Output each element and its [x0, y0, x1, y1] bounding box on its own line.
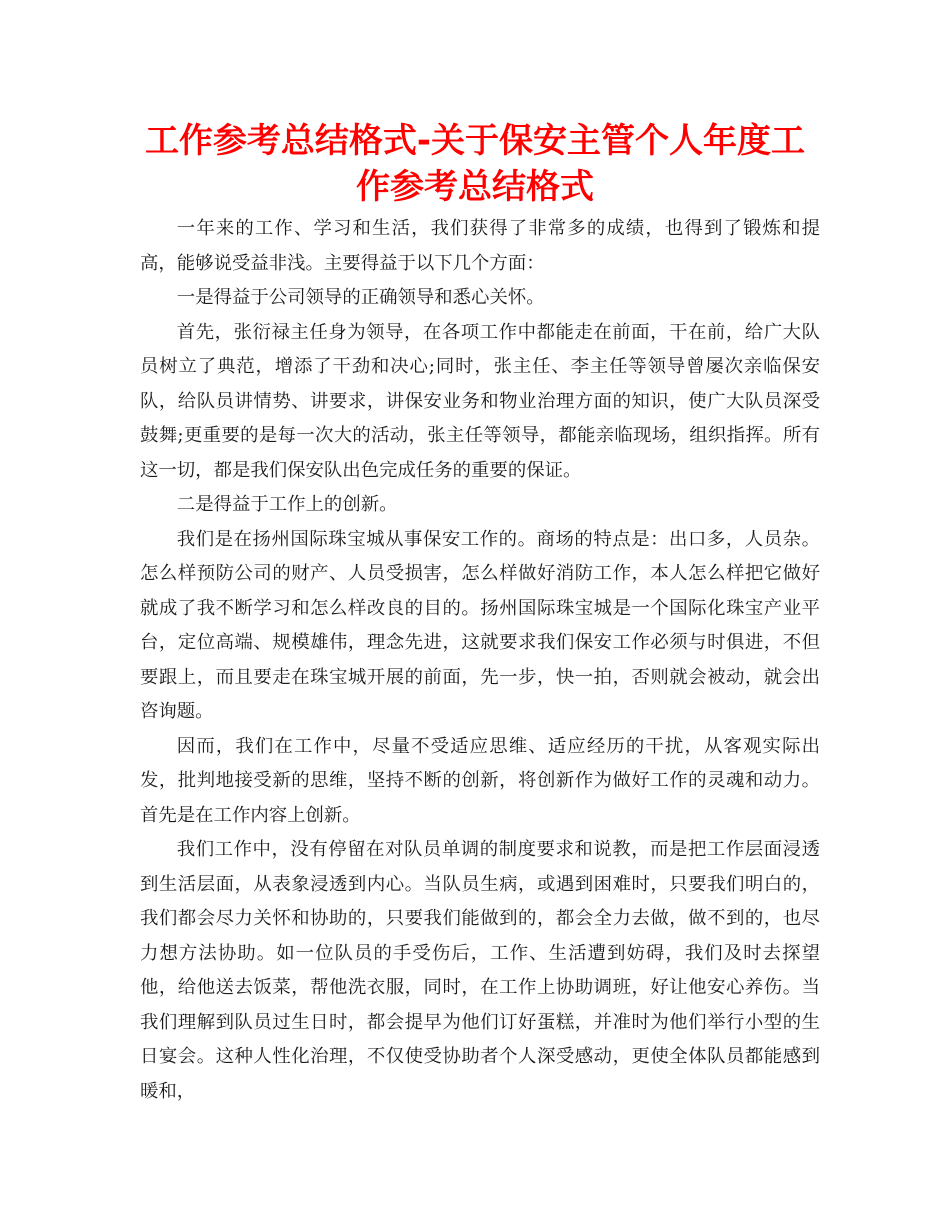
document-title: 工作参考总结格式-关于保安主管个人年度工作参考总结格式: [144, 121, 806, 207]
document-body: [140, 212, 820, 1109]
paragraph: 一是得益于公司领导的正确领导和悉心关怀。: [176, 287, 545, 308]
paragraph: 我们工作中，没有停留在对队员单调的制度要求和说教，而是把工作层面浸透到生活层面，从表象浸透到内心。当队员生病，或遇到困难时，只要我们明白的，我们都会尽力关怀和协助的，只要我们能做到的，都会全力去做，做不到的，也尽力想方法协助。如一位队员的手受伤后，工作、生活遭到妨碍，我们及时去探望他，给他送去饭菜，帮他洗衣服，同时，在工作上协助调班，好让他安心养伤。当我们理解到队员过生日时，都会提早为他们订好蛋糕，并准时为他们举行小型的生日宴会。这种人性化治理，不仅使受协助者个人深受感动，更使全体队员都能感到暖和，: [140, 839, 820, 1102]
paragraph: 一年来的工作、学习和生活，我们获得了非常多的成绩，也得到了锻炼和提高，能够说受益非浅。主要得益于以下几个方面：: [140, 218, 820, 274]
paragraph: 二是得益于工作上的创新。: [176, 494, 398, 515]
paragraph: 首先，张衍禄主任身为领导，在各项工作中都能走在前面，干在前，给广大队员树立了典范，增添了干劲和决心;同时，张主任、李主任等领导曾屡次亲临保安队，给队员讲情势、讲要求，讲保安业务和物业治理方面的知识，使广大队员深受鼓舞;更重要的是每一次大的活动，张主任等领导，都能亲临现场，组织指挥。所有这一切，都是我们保安队出色完成任务的重要的保证。: [140, 321, 820, 481]
paragraph: 我们是在扬州国际珠宝城从事保安工作的。商场的特点是：出口多，人员杂。怎么样预防公司的财产、人员受损害，怎么样做好消防工作，本人怎么样把它做好就成了我不断学习和怎么样改良的目的。扬州国际珠宝城是一个国际化珠宝产业平台，定位高端、规模雄伟，理念先进，这就要求我们保安工作必须与时俱进，不但要跟上，而且要走在珠宝城开展的前面，先一步，快一拍，否则就会被动，就会出咨询题。: [140, 528, 820, 722]
paragraph: 因而，我们在工作中，尽量不受适应思维、适应经历的干扰，从客观实际出发，批判地接受新的思维，坚持不断的创新，将创新作为做好工作的灵魂和动力。首先是在工作内容上创新。: [140, 735, 820, 826]
